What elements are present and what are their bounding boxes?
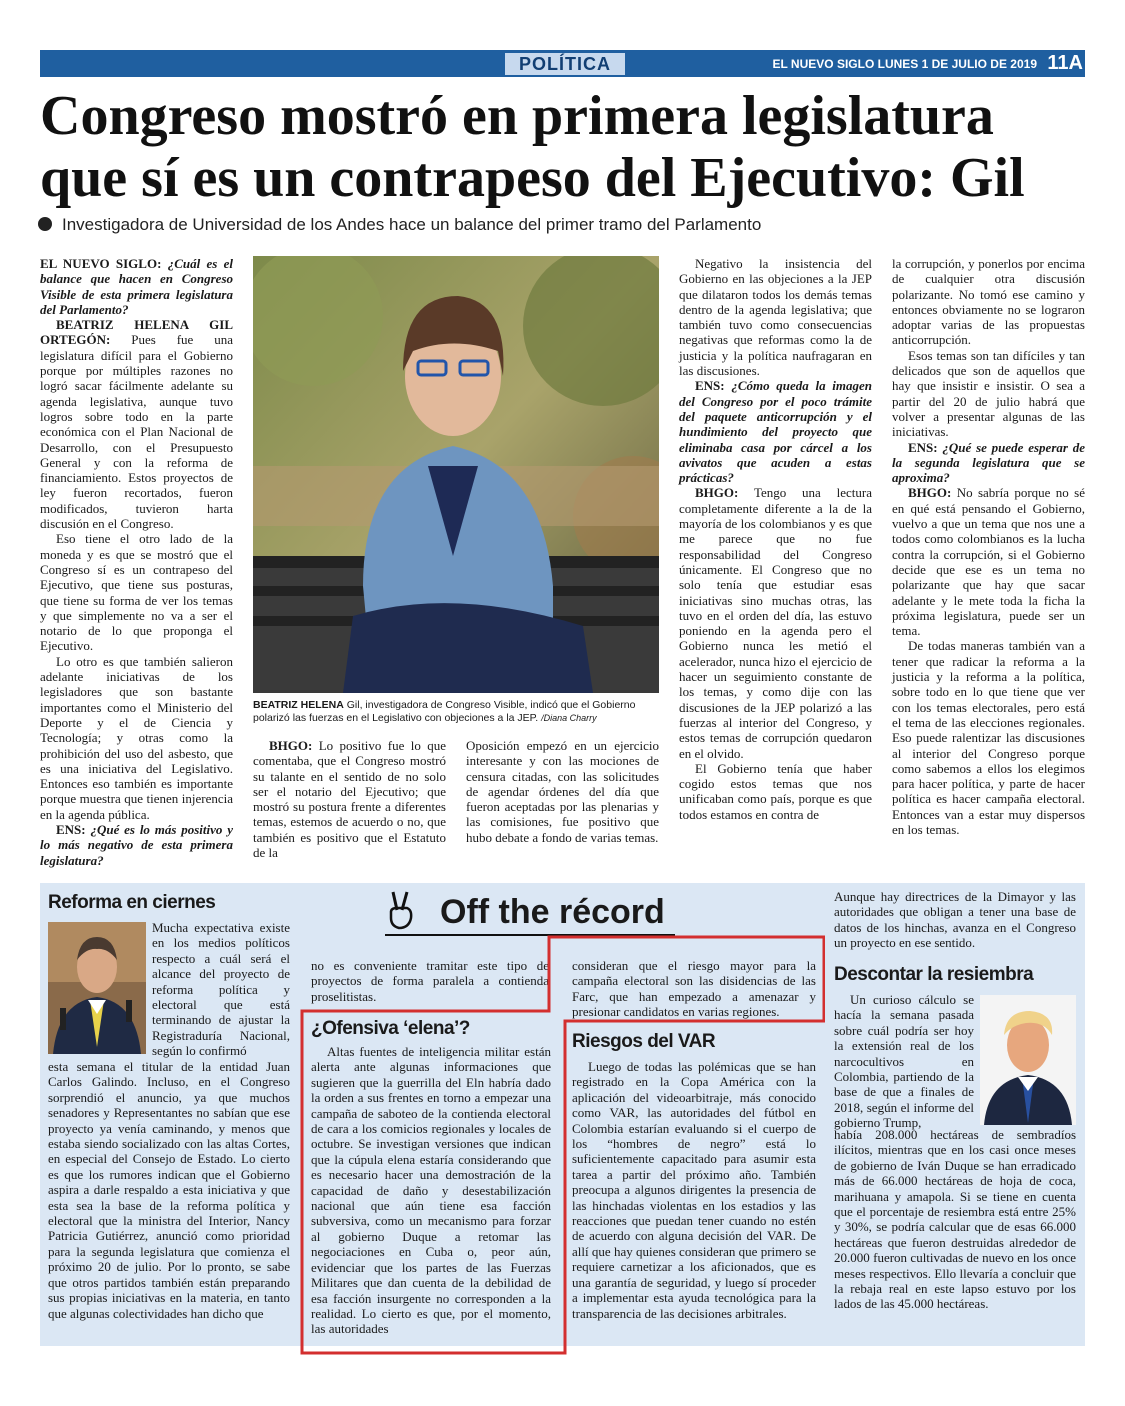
paragraph: Oposición empezó en un ejercicio interesante y con las mociones de censura citadas, con las solicitudes de agendar órdenes del día que fueron aceptadas por las plenarias y las comisiones, fue positivo que hubo debate a fondo de varias temas. (466, 738, 659, 845)
reforma-text-top: Mucha expectativa existe en los medios políticos respecto a cuál será el alcance del proyecto de reforma política y electoral que está terminando de ajustar la Registraduría Nacional, según lo confirmó (152, 920, 290, 1059)
continuation-text: no es conveniente tramitar este tipo de proyectos de forma paralela a contienda proselitistas. (311, 958, 549, 1004)
off-the-record-heading: Off the récord (440, 893, 665, 931)
portrait-image (253, 256, 659, 693)
page-number: 11A (1047, 52, 1083, 74)
article-column-3 (466, 738, 659, 845)
dateline: EL NUEVO SIGLO LUNES 1 DE JULIO DE 2019 (772, 57, 1037, 71)
answer-1: BEATRIZ HELENA GIL ORTEGÓN: Pues fue una legislatura difícil para el Gobierno porque por múltiples razones no logró sacar fácilmente adelante su agenda legislativa, aunque tuvo logros sobre todo en la parte económica con el Plan Nacional de Desarrollo, con el Presupuesto General y con la reforma de financiamiento. Estos proyectos de ley fueron recortados, fueron modificados, tuvieron harta discusión en el Congreso. (40, 317, 234, 532)
bullet-icon (38, 217, 52, 231)
question-2: ENS: ¿Qué es lo más positivo y lo más negativo de esta primera legislatura? (40, 821, 234, 868)
peace-hand-icon (385, 890, 417, 930)
subheadline-text: Investigadora de Universidad de los Andes hace un balance del primer tramo del Parlamento (62, 215, 762, 234)
article-column-5 (892, 256, 1085, 837)
var-heading: Riesgos del VAR (572, 1031, 716, 1052)
paragraph: Esos temas son tan difíciles y tan delicados que son de aquellos que hay que insistir e insistir. O sea a partir del 20 de julio habrá que volver a presentar algunas de las iniciativas. (892, 347, 1085, 440)
reforma-heading: Reforma en ciernes (48, 892, 216, 913)
article-photo (253, 256, 659, 693)
portrait-trump (980, 995, 1076, 1125)
paragraph: Negativo la insistencia del Gobierno en las objeciones a la JEP que dilataron todos los demás temas dentro de la agenda legislativa; que también tuvo como consecuencias negativas que reformas como la de justicia y la política naufragaran en las discusiones. (679, 256, 872, 379)
resiembra-text-main: había 208.000 hectáreas de sembradíos ilícitos, mientras que en los casi once meses de gobierno de Iván Duque se han erradicado más de 66.000 hectáreas de hoja de coca, marihuana y amapola. Si se tiene en cuenta que el porcentaje de resiembra está entre 25% y 30%, se podría calcular que de esas 66.000 hectáreas que fueron destruidas alrededor de 20.000 fueron cultivadas de nuevo en los once meses respectivos. Ello llevaría a concluir que la rebaja real en este lapso estuvo por los lados de las 45.000 hectáreas. (834, 1127, 1076, 1312)
dimayor-text: Aunque hay directrices de la Dimayor y las autoridades que obligan a tener una base de datos de los hinchas, avanza en el Congreso un proyecto en ese sentido. (834, 889, 1076, 951)
question-3: ENS: ¿Cómo queda la imagen del Congreso por el poco trámite del paquete anticorrupción y el hundimiento del proyecto que eliminaba casa por cárcel a los avivatos que acuden a estas prácticas? (679, 378, 872, 486)
resiembra-heading: Descontar la resiembra (834, 964, 1034, 985)
article-column-1 (40, 256, 233, 868)
paragraph: El Gobierno tenía que haber cogido estos temas que nos unificaban como país, porque es que todos estamos en contra de (679, 760, 872, 822)
paragraph: De todas maneras también van a tener que radicar la reforma a la justicia y la reforma a la política, sobre todo en lo que tiene que ver con los temas electorales, pero está el tema de las elecciones regionales. Eso puede ralentizar las discusiones al interior del Congreso porque como sabemos a ellos los elegimos para hacer política, y parte de hacer política es hacer campaña electoral. Entonces van a estar muy dispersos en los temas. (892, 638, 1085, 837)
trump-photo (980, 995, 1076, 1125)
headline-line-1: Congreso mostró en primera legislatura (40, 85, 994, 147)
photo-caption: BEATRIZ HELENA Gil, investigadora de Congreso Visible, indicó que el Gobierno polarizó las fuerzas en el Legislativo con objeciones a la JEP. /Diana Charry (253, 699, 636, 724)
article-column-4 (679, 256, 872, 822)
article-column-2 (253, 738, 446, 860)
question-4: ENS: ¿Qué se puede esperar de la segunda legislatura que se aproxima? (892, 439, 1085, 486)
elena-text: Altas fuentes de inteligencia militar están alerta ante algunas informaciones que sugieren que la guerrilla del Eln habría dado la orden a sus frentes en torno a empezar una campaña de saboteo de la contienda electoral de cara a los comicios regionales y locales de octubre. Se investigan versiones que indican que la cúpula elena estaría considerando que es necesario hacer una demostración de la capacidad de daño y desestabilización nacional que aún tiene esa facción subversiva, como un mecanismo para forzar al gobierno Duque a retomar las negociaciones en Cuba o, peor aún, evidenciar que los partes de las Fuerzas Militares que dan cuenta de la debilidad de esa facción insurgente no corresponden a la realidad. Lo cierto es que, por el momento, las autoridades (311, 1044, 551, 1337)
reforma-text-main: esta semana el titular de la entidad Juan Carlos Galindo. Incluso, en el Congreso sorprendió el anuncio, ya que muchos senadores y Representantes no sabían que ese proyecto ya venía caminando, y menos que estaba siendo socializado con las altas Cortes, en especial del Consejo de Estado. Lo cierto es que los rumores indican que el Gobierno aspira a darle respaldo a esta iniciativa y que esta sea la base de la reforma política y electoral que la ministra del Interior, Nancy Patricia Gutiérrez, anunció como prioridad para la segunda legislatura que comienza el próximo 20 de julio. Por lo pronto, se sabe que otros partidos también están preparando sus propias iniciativas en la materia, en tanto que algunas colectividades han dicho que (48, 1059, 290, 1321)
off-the-record-title (385, 885, 675, 940)
farc-text: consideran que el riesgo mayor para la campaña electoral son las disidencias de las Farc, que han empezado a amenazar y presionar candidatos en varias regiones. (572, 958, 816, 1020)
resiembra-text-top: Un curioso cálculo se hacía la semana pasada sobre cuál podría ser hoy la extensión real de los narcocultivos en Colombia, partiendo de la base de que a finales de 2018, según el informe del gobierno Trump, (834, 992, 974, 1131)
subheadline (38, 215, 761, 235)
headline-line-2: que sí es un contrapeso del Ejecutivo: Gil (40, 147, 1025, 209)
elena-heading: ¿Ofensiva ‘elena’? (311, 1018, 470, 1039)
answer-3: BHGO: Tengo una lectura completamente diferente a la de la mayoría de los colombianos y es que me parece que no fue responsabilidad del Congreso únicamente. El Congreso que no solo tenía que estudiar esas iniciativas sino muchas otras, las tuvo en el orden del día, las estuvo poniendo en la agenda pero el Gobierno nunca les metió el acelerador, nunca hizo el ejercicio de hacer un seguimiento constante de los temas, y como dije con las discusiones de la JEP polarizó a las fuerzas al interior del Congreso, y estos temas de corrupción quedaron en el olvido. (679, 485, 873, 761)
answer-4: BHGO: No sabría porque no sé en qué está pensando el Gobierno, vuelvo a que un tema que nos une a todos como colombianos es la lucha contra la corrupción, si el Gobierno decide que ese es un tema no polarizante que hay que sacar adelante y le mete toda la ficha la próxima legislatura, puede ser un tema. (892, 485, 1085, 639)
photo-credit: /Diana Charry (541, 713, 597, 723)
paragraph: Lo otro es que también salieron adelante iniciativas de los legisladores que son bastante importantes como el Ministerio del Deporte y el de Ciencia y Tecnología; y otras como la prohibición del uso del asbesto, que es una iniciativa del Legislativo. Entonces eso también es importante porque muestra que tienen injerencia en la agenda pública. (40, 653, 233, 822)
title-rule (385, 934, 675, 936)
paragraph: la corrupción, y ponerlos por encima de cualquier otra discusión polarizante. No tomó ese camino y entonces obviamente no se lograron adoptar varias de las propuestas anticorrupción. (892, 256, 1085, 348)
headline (40, 85, 1100, 209)
section-label: POLÍTICA (505, 53, 625, 75)
answer-2: BHGO: Lo positivo fue lo que comentaba, que el Congreso mostró su talante en el sentido de no solo ser el notario del Ejecutivo; que mostró su postura frente a diferentes temas, estemos de acuerdo o no, que también es positivo que el Estatuto de la (253, 738, 446, 861)
var-text: Luego de todas las polémicas que se han registrado en la Copa América con la aplicación del videoarbitraje, más conocido como VAR, las autoridades del fútbol en Colombia estarían evaluando si el cuerpo de los “hombres de negro” está lo suficientemente capacitado para asumir esta tarea a partir del próximo año. También preocupa a algunos dirigentes la presencia de las hinchadas violentas en los estadios y las reacciones que puedan tener cuando no estén de acuerdo con alguna decisión del VAR. De allí que hay quienes consideran que primero se requiere carnetizar a los aficionados, que es una garantía de seguridad, y luego sí proceder a implementar esta ayuda tecnológica para la transparencia de las decisiones arbitrales. (572, 1059, 816, 1321)
galindo-photo (48, 922, 146, 1054)
portrait-galindo (48, 922, 146, 1054)
question-1: EL NUEVO SIGLO: ¿Cuál es el balance que hacen en Congreso Visible de esta primera legislatura del Parlamento? (40, 256, 234, 317)
paragraph: Eso tiene el otro lado de la moneda y es que se mostró que el Congreso sí es un contrapeso del Ejecutivo, que tiene sus posturas, que tiene su forma de ver los temas y que simplemente no va a ser el notario de lo que proponga el Ejecutivo. (40, 531, 233, 654)
